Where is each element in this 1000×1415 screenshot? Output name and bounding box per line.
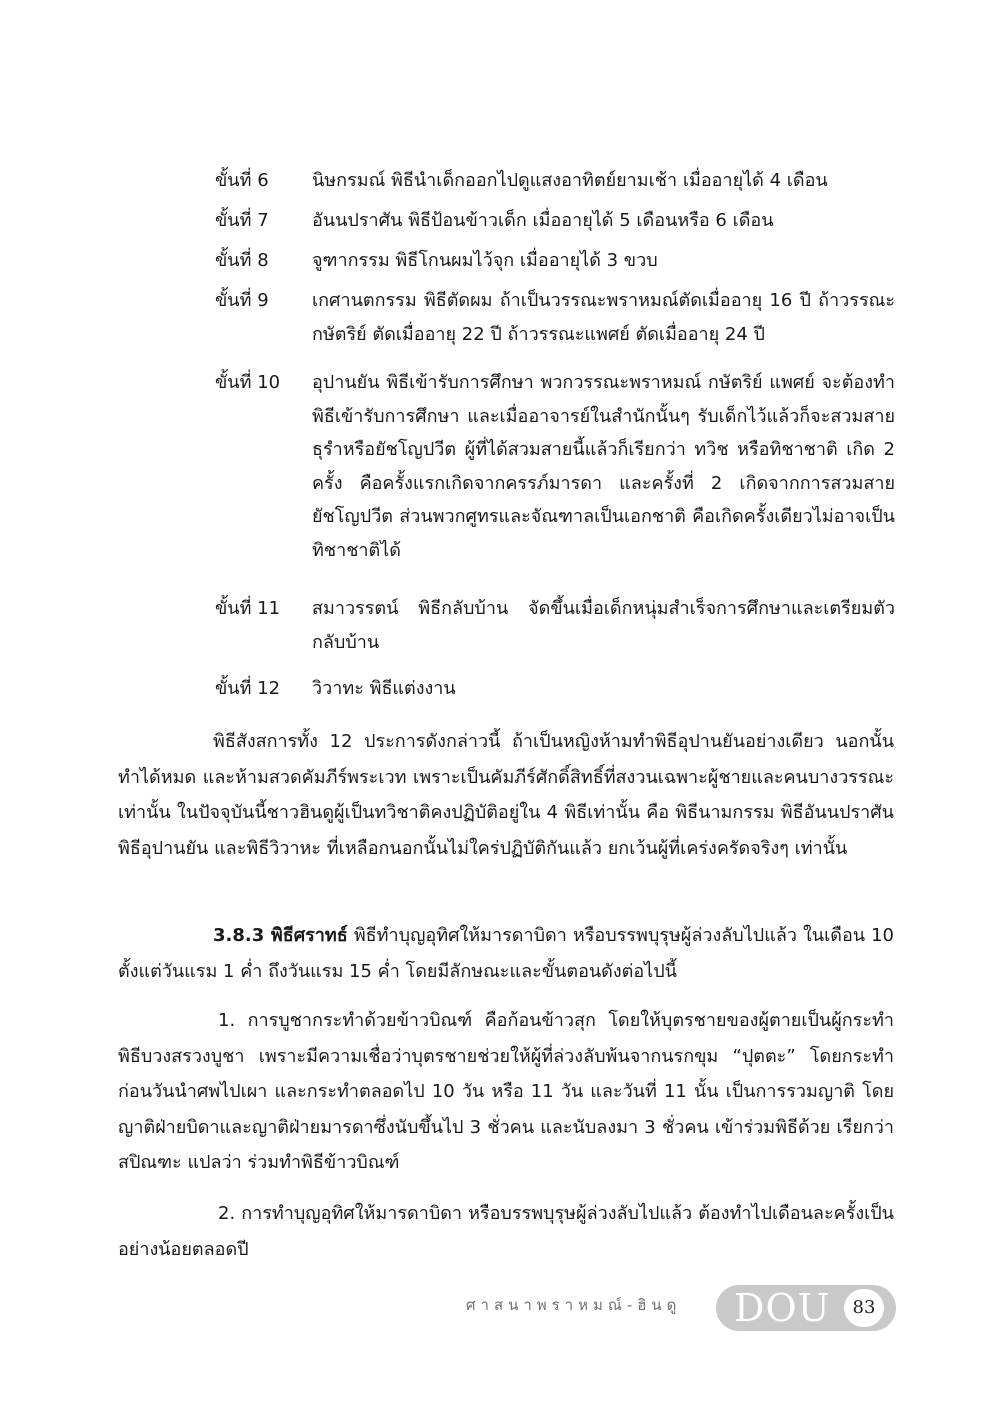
step-text: นิษกรมณ์ พิธีนำเด็กออกไปดูแสงอาทิตย์ยามเช้า เมื่ออายุได้ 4 เดือน	[312, 170, 828, 191]
section-text: พิธีทำบุญอุทิศให้มารดาบิดา หรือบรรพบุรุษผู้ล่วงลับไปแล้ว ในเดือน 10 ตั้งแต่วันแรม 1 ค่ำ ถึงวันแรม 15 ค่ำ โดยมีลักษณะและขั้นตอนดังต่อไปนี้	[118, 925, 895, 982]
step-text: เกศานตกรรม พิธีตัดผม ถ้าเป็นวรรณะพราหมณ์ตัดเมื่ออายุ 16 ปี ถ้าวรรณะกษัตริย์ ตัดเมื่ออายุ 22 ปี ถ้าวรรณะแพศย์ ตัดเมื่ออายุ 24 ปี	[312, 290, 895, 345]
section-heading: 3.8.3 พิธีศราทธ์	[213, 925, 348, 946]
paragraph-item-1: 1. การบูชากระทำด้วยข้าวบิณฑ์ คือก้อนข้าวสุก โดยให้บุตรชายของผู้ตายเป็นผู้กระทำพิธีบวงสรวงบูชา เพราะมีความเชื่อว่าบุตรชายช่วยให้ผู้ที่ล่วงลับพ้นจากนรกขุม “ปุตตะ” โดยกระทำก่อนวันนำศพไปเผา และกระทำตลอดไป 10 วัน หรือ 11 วัน และวันที่ 11 นั้น เป็นการรวมญาติ โดยญาติฝ่ายบิดาและญาติฝ่ายมารดาซึ่งนับขึ้นไป 3 ชั่วคน และนับลงมา 3 ชั่วคน เข้าร่วมพิธีด้วย เรียกว่า สปิณฑะ แปลว่า ร่วมทำพิธีข้าวบิณฑ์	[118, 1010, 894, 1173]
step-label: ขั้นที่ 10	[215, 372, 281, 393]
book-title: ศาสนาพราหมณ์-ฮินดู	[466, 1296, 682, 1314]
page-number: 83	[844, 1289, 884, 1327]
dou-page-badge	[716, 1285, 896, 1331]
step-label: ขั้นที่ 11	[215, 598, 281, 619]
step-9	[215, 284, 895, 351]
step-7	[215, 204, 895, 238]
step-text: วิวาทะ พิธีแต่งงาน	[312, 678, 456, 699]
step-6	[215, 164, 895, 198]
step-label: ขั้นที่ 7	[215, 210, 269, 231]
paragraph-shraddha	[118, 918, 894, 989]
step-11	[215, 592, 895, 659]
paragraph-sanskara-summary: พิธีสังสการทั้ง 12 ประการดังกล่าวนี้ ถ้าเป็นหญิงห้ามทำพิธีอุปานยันอย่างเดียว นอกนั้นทำได้หมด และห้ามสวดคัมภีร์พระเวท เพราะเป็นคัมภีร์ศักดิ์สิทธิ์ที่สงวนเฉพาะผู้ชายและคนบางวรรณะเท่านั้น ในปัจจุบันนี้ชาวฮินดูผู้เป็นทวิชาติคงปฏิบัติอยู่ใน 4 พิธีเท่านั้น คือ พิธีนามกรรม พิธีอันนปราศัน พิธีอุปานยัน และพิธีวิวาหะ ที่เหลือกนอกนั้นไม่ใคร่ปฏิบัติกันแล้ว ยกเว้นผู้ที่เคร่งครัดจริงๆ เท่านั้น	[118, 731, 894, 859]
step-text: จูฑากรรม พิธีโกนผมไว้จุก เมื่ออายุได้ 3 ขวบ	[312, 250, 658, 271]
dou-logo: DOU	[734, 1286, 831, 1330]
step-label: ขั้นที่ 9	[215, 290, 269, 311]
step-10	[215, 366, 895, 567]
step-label: ขั้นที่ 8	[215, 250, 269, 271]
paragraph-item-2: 2. การทำบุญอุทิศให้มารดาบิดา หรือบรรพบุรุษผู้ล่วงลับไปแล้ว ต้องทำไปเดือนละครั้งเป็นอย่างน้อยตลอดปี	[118, 1203, 894, 1260]
step-label: ขั้นที่ 6	[215, 170, 269, 191]
step-12	[215, 672, 895, 706]
step-8	[215, 244, 895, 278]
step-text: สมาวรรตน์ พิธีกลับบ้าน จัดขึ้นเมื่อเด็กหนุ่มสำเร็จการศึกษาและเตรียมตัวกลับบ้าน	[312, 598, 895, 653]
step-text: อันนปราศัน พิธีป้อนข้าวเด็ก เมื่ออายุได้ 5 เดือนหรือ 6 เดือน	[312, 210, 774, 231]
step-text: อุปานยัน พิธีเข้ารับการศึกษา พวกวรรณะพราหมณ์ กษัตริย์ แพศย์ จะต้องทำพิธีเข้ารับการศึกษา และเมื่ออาจารย์ในสำนักนั้นๆ รับเด็กไว้แล้วก็จะสวมสายธุรำหรือยัชโญปวีต ผู้ที่ได้สวมสายนี้แล้วก็เรียกว่า ทวิช หรือทิชาชาติ เกิด 2 ครั้ง คือครั้งแรกเกิดจากครรภ์มารดา และครั้งที่ 2 เกิดจากการสวมสายยัชโญปวีต ส่วนพวกศูทรและจัณฑาลเป็นเอกชาติ คือเกิดครั้งเดียวไม่อาจเป็นทิชาชาติได้	[312, 372, 895, 561]
step-label: ขั้นที่ 12	[215, 678, 281, 699]
